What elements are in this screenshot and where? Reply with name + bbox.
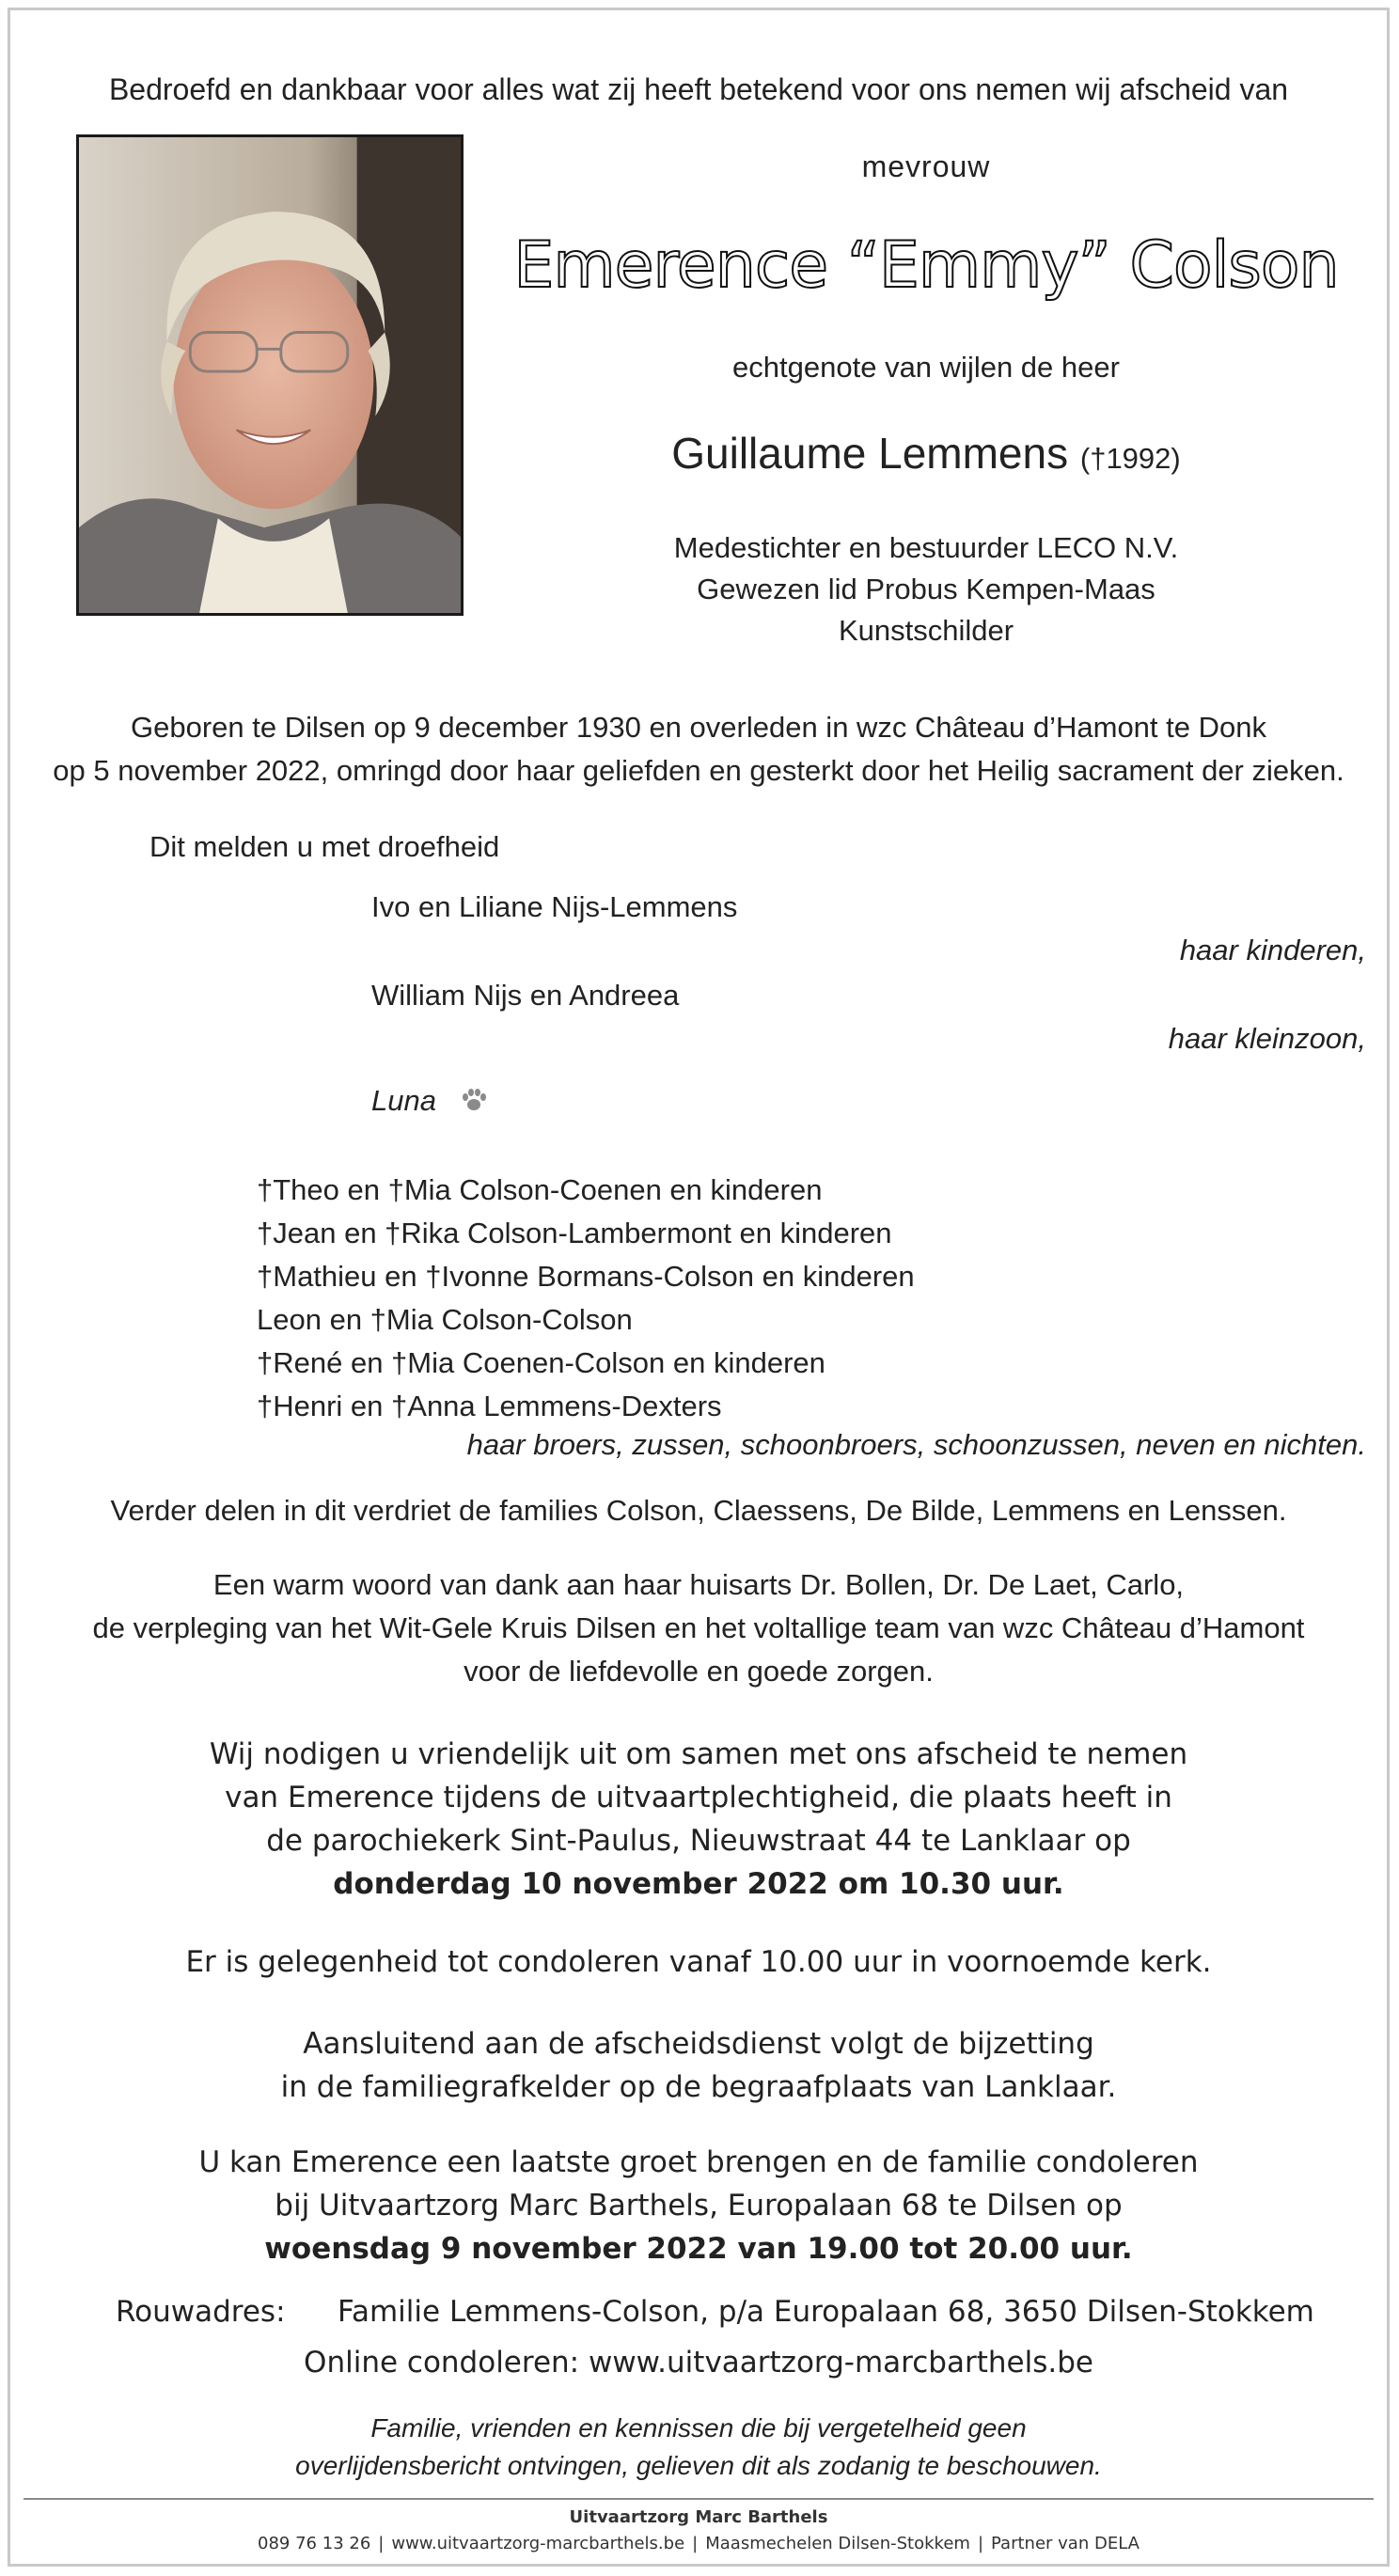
deceased-name: Emerence “Emmy” Colson: [513, 228, 1339, 303]
address-label: Rouwadres:: [116, 2295, 286, 2329]
spouse-line: [464, 428, 1389, 479]
born-line: op 5 november 2022, omringd door haar geliefden en gesterkt door het Heilig sacrament der zieken.: [53, 754, 1344, 787]
footer-separator: |: [378, 2534, 385, 2553]
children-names: Ivo en Liliane Nijs-Lemmens: [371, 890, 738, 923]
thanks-line: Een warm woord van dank aan haar huisarts Dr. Bollen, Dr. De Laet, Carlo,: [212, 1568, 1185, 1601]
title-line: Gewezen lid Probus Kempen-Maas: [697, 573, 1155, 605]
honorific: mevrouw: [861, 149, 991, 183]
sibling-item: †René en †Mia Coenen-Colson en kinderen: [257, 1346, 825, 1379]
obituary-card: [8, 8, 1390, 2567]
siblings-list: [257, 1169, 915, 1428]
title-line: Medestichter en bestuurder LECO N.V.: [673, 531, 1179, 564]
footer-phone: 089 76 13 26: [258, 2534, 371, 2553]
visit-line: bij Uitvaartzorg Marc Barthels, Europalaan 68 te Dilsen op: [275, 2189, 1123, 2223]
burial-line: Aansluitend aan de afscheidsdienst volgt de bijzetting: [303, 2027, 1094, 2061]
announce-text: Dit melden u met droefheid: [149, 830, 500, 863]
footer-locations: Maasmechelen Dilsen-Stokkem: [705, 2534, 970, 2553]
footer-separator: |: [977, 2534, 984, 2553]
footer-title: Uitvaartzorg Marc Barthels: [569, 2507, 828, 2527]
sibling-item: †Henri en †Anna Lemmens-Dexters: [257, 1390, 722, 1422]
children-relation: haar kinderen,: [1179, 934, 1366, 966]
thanks-line: voor de liefdevolle en goede zorgen.: [464, 1655, 934, 1688]
grandchildren-names: William Nijs en Andreea: [371, 979, 680, 1012]
visit-line: U kan Emerence een laatste groet brengen en de familie condoleren: [198, 2145, 1199, 2179]
sibling-item: †Mathieu en †Ivonne Bormans-Colson en kinderen: [257, 1260, 915, 1293]
footer-info: [10, 2534, 1387, 2553]
sibling-item: †Jean en †Rika Colson-Lambermont en kinderen: [257, 1217, 892, 1249]
intro-text: Bedroefd en dankbaar voor alles wat zij heeft betekend voor ons nemen wij afscheid van: [108, 72, 1289, 106]
funeral-invitation: [10, 1733, 1387, 1906]
burial-line: in de familiegrafkelder op de begraafplaats van Lanklaar.: [280, 2070, 1117, 2104]
footer-separator: |: [692, 2534, 699, 2553]
thanks-text: [10, 1563, 1387, 1693]
visit-date: woensdag 9 november 2022 van 19.00 tot 20.00 uur.: [264, 2232, 1133, 2266]
footer-divider: [24, 2498, 1374, 2500]
families-text: Verder delen in dit verdriet de families Colson, Claessens, De Bilde, Lemmens en Lenssen.: [110, 1494, 1287, 1527]
born-line: Geboren te Dilsen op 9 december 1930 en overleden in wzc Château d’Hamont te Donk: [130, 711, 1266, 744]
title-line: Kunstschilder: [838, 614, 1014, 647]
paw-icon: [460, 1086, 488, 1114]
notice-line: Familie, vrienden en kennissen die bij vergetelheid geen: [370, 2413, 1027, 2442]
visitation-text: [10, 2141, 1387, 2270]
sibling-item: †Theo en †Mia Colson-Coenen en kinderen: [257, 1173, 823, 1206]
notice-line: overlijdensbericht ontvingen, gelieven dit als zodanig te beschouwen.: [295, 2451, 1102, 2480]
pet-name: Luna: [371, 1084, 436, 1117]
invite-line: de parochiekerk Sint-Paulus, Nieuwstraat 44 te Lanklaar op: [266, 1824, 1131, 1858]
burial-text: [10, 2022, 1387, 2109]
grandchildren-relation: haar kleinzoon,: [1168, 1022, 1366, 1055]
sibling-item: Leon en †Mia Colson-Colson: [257, 1303, 633, 1336]
footer-website: www.uitvaartzorg-marcbarthels.be: [391, 2534, 685, 2553]
birth-death-text: [10, 706, 1387, 793]
funeral-date: donderdag 10 november 2022 om 10.30 uur.: [333, 1867, 1064, 1901]
mourning-address: Familie Lemmens-Colson, p/a Europalaan 68, 3650 Dilsen-Stokkem: [338, 2295, 1314, 2329]
spouse-name: Guillaume Lemmens: [671, 429, 1069, 478]
portrait-photo: [76, 134, 464, 616]
thanks-line: de verpleging van het Wit-Gele Kruis Dilsen en het voltallige team van wzc Château d’Hamont: [92, 1611, 1305, 1644]
invite-line: van Emerence tijdens de uitvaartplechtigheid, die plaats heeft in: [225, 1781, 1172, 1814]
notice-text: [10, 2410, 1387, 2485]
spouse-label: echtgenote van wijlen de heer: [732, 351, 1120, 384]
spouse-death-year: (†1992): [1079, 442, 1181, 475]
condolence-text: Er is gelegenheid tot condoleren vanaf 10.00 uur in voornoemde kerk.: [185, 1945, 1212, 1979]
online-condolence: Online condoleren: www.uitvaartzorg-marcbarthels.be: [304, 2346, 1093, 2380]
footer-partner: Partner van DELA: [991, 2534, 1140, 2553]
invite-line: Wij nodigen u vriendelijk uit om samen met ons afscheid te nemen: [209, 1737, 1188, 1771]
siblings-relation: haar broers, zussen, schoonbroers, schoonzussen, neven en nichten.: [466, 1428, 1366, 1461]
titles-block: [464, 527, 1389, 652]
